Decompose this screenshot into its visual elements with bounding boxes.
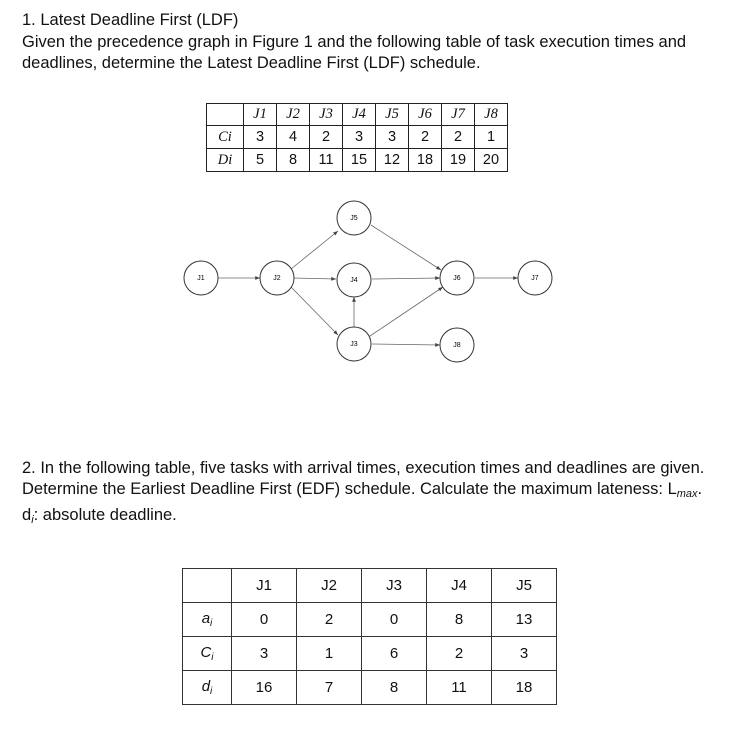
task-table-edf bbox=[182, 568, 557, 705]
header-cell: J3 bbox=[362, 569, 427, 603]
table-cell: 11 bbox=[427, 671, 492, 705]
header-cell: J2 bbox=[297, 569, 362, 603]
q2-sub-max: max bbox=[676, 488, 698, 500]
header-cell: J1 bbox=[244, 104, 277, 126]
row-label: Ci bbox=[207, 126, 244, 149]
question-2-text bbox=[22, 458, 722, 531]
node-j8 bbox=[440, 328, 474, 362]
node-label: J4 bbox=[350, 276, 358, 284]
table-cell: 11 bbox=[310, 149, 343, 172]
q2-text-c: : absolute deadline. bbox=[33, 506, 177, 524]
row-label-text: a bbox=[201, 610, 211, 627]
table-cell: 8 bbox=[427, 603, 492, 637]
node-label: J6 bbox=[453, 274, 461, 282]
table-cell: 20 bbox=[475, 149, 508, 172]
row-label-sub: i bbox=[211, 652, 214, 663]
header-cell: J7 bbox=[442, 104, 475, 126]
edge-j2-j5 bbox=[291, 231, 338, 269]
table-cell: 18 bbox=[409, 149, 442, 172]
table-cell: 7 bbox=[297, 671, 362, 705]
q2-text-b: . d bbox=[22, 480, 703, 524]
table-cell: 0 bbox=[362, 603, 427, 637]
row-label bbox=[183, 671, 232, 705]
table-cell: 19 bbox=[442, 149, 475, 172]
table-cell: 4 bbox=[277, 126, 310, 149]
table-header-row bbox=[183, 569, 557, 603]
table-header-row bbox=[207, 104, 508, 126]
table-row bbox=[183, 671, 557, 705]
edge-j2-j4 bbox=[293, 278, 336, 279]
table-row bbox=[207, 149, 508, 172]
header-cell: J6 bbox=[409, 104, 442, 126]
edge-j5-j6 bbox=[371, 225, 441, 270]
table-cell: 3 bbox=[343, 126, 376, 149]
row-label-text: d bbox=[201, 678, 211, 695]
q2-text-a: 2. In the following table, five tasks with arrival times, execution times and deadlines are given. Determine the Earliest Deadline First (EDF) schedule. Calculate the maximum lateness: L bbox=[22, 459, 705, 498]
row-label bbox=[183, 637, 232, 671]
table-cell: 8 bbox=[362, 671, 427, 705]
table-cell: 5 bbox=[244, 149, 277, 172]
header-cell: J5 bbox=[492, 569, 557, 603]
node-label: J3 bbox=[350, 340, 358, 348]
table-cell: 12 bbox=[376, 149, 409, 172]
table-cell: 3 bbox=[376, 126, 409, 149]
row-label: Di bbox=[207, 149, 244, 172]
edge-j3-j8 bbox=[372, 344, 440, 345]
header-cell: J3 bbox=[310, 104, 343, 126]
corner-cell bbox=[207, 104, 244, 126]
node-label: J5 bbox=[350, 214, 358, 222]
table-cell: 3 bbox=[244, 126, 277, 149]
corner-cell bbox=[183, 569, 232, 603]
question-1-title: 1. Latest Deadline First (LDF) bbox=[22, 11, 239, 29]
node-j1 bbox=[184, 261, 218, 295]
table-cell: 16 bbox=[232, 671, 297, 705]
table-cell: 8 bbox=[277, 149, 310, 172]
header-cell: J2 bbox=[277, 104, 310, 126]
row-label bbox=[183, 603, 232, 637]
table-cell: 6 bbox=[362, 637, 427, 671]
header-cell: J8 bbox=[475, 104, 508, 126]
table-cell: 2 bbox=[409, 126, 442, 149]
edge-j2-j3 bbox=[291, 287, 338, 335]
row-label-sub: i bbox=[210, 618, 213, 629]
table-cell: 2 bbox=[427, 637, 492, 671]
table-cell: 13 bbox=[492, 603, 557, 637]
question-1-text: Given the precedence graph in Figure 1 and the following table of task execution times and deadlines, determine the Latest Deadline First (LDF) schedule. bbox=[22, 33, 687, 72]
table-row bbox=[183, 637, 557, 671]
header-cell: J5 bbox=[376, 104, 409, 126]
node-j5 bbox=[337, 201, 371, 235]
edge-j4-j6 bbox=[372, 278, 440, 279]
row-label-text: C bbox=[200, 644, 212, 661]
table-cell: 2 bbox=[297, 603, 362, 637]
node-j4 bbox=[337, 263, 371, 297]
table-row bbox=[183, 603, 557, 637]
table-cell: 18 bbox=[492, 671, 557, 705]
table-cell: 1 bbox=[297, 637, 362, 671]
node-label: J7 bbox=[531, 274, 539, 282]
header-cell: J4 bbox=[427, 569, 492, 603]
table-cell: 1 bbox=[475, 126, 508, 149]
q2-sub-i: i bbox=[31, 514, 34, 526]
node-j3 bbox=[337, 327, 371, 361]
table-cell: 3 bbox=[232, 637, 297, 671]
edge-j3-j6 bbox=[370, 287, 443, 336]
table-cell: 2 bbox=[310, 126, 343, 149]
node-j2 bbox=[260, 261, 294, 295]
table-cell: 2 bbox=[442, 126, 475, 149]
node-label: J2 bbox=[273, 274, 281, 282]
header-cell: J4 bbox=[343, 104, 376, 126]
table-cell: 3 bbox=[492, 637, 557, 671]
header-cell: J1 bbox=[232, 569, 297, 603]
node-label: J8 bbox=[453, 341, 461, 349]
node-j7 bbox=[518, 261, 552, 295]
task-table-ldf bbox=[206, 103, 508, 172]
node-label: J1 bbox=[197, 274, 205, 282]
table-cell: 15 bbox=[343, 149, 376, 172]
table-cell: 0 bbox=[232, 603, 297, 637]
node-j6 bbox=[440, 261, 474, 295]
precedence-graph bbox=[0, 195, 732, 375]
row-label-sub: i bbox=[210, 686, 213, 697]
table-row bbox=[207, 126, 508, 149]
